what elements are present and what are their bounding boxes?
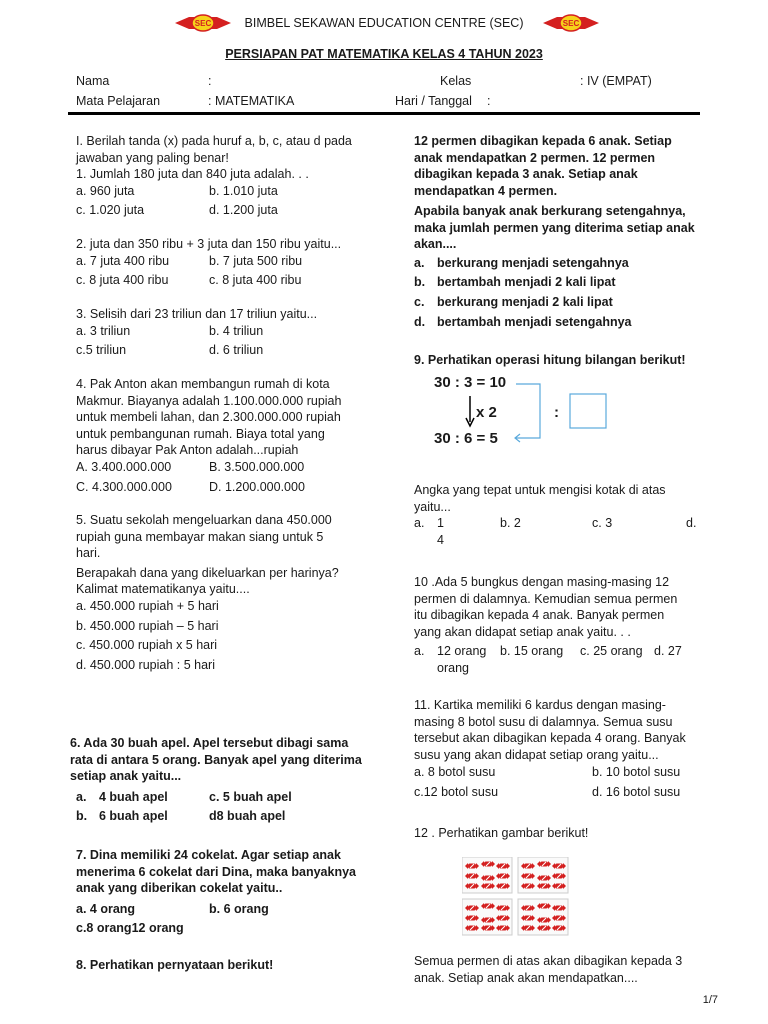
- q2-option-b[interactable]: b. 7 juta 500 ribu: [209, 253, 303, 268]
- question-11: [414, 697, 704, 804]
- q10-line: 10 .Ada 5 bungkus dengan masing-masing 12: [414, 575, 670, 589]
- answer-box: [570, 394, 606, 428]
- question-9-text: [414, 482, 704, 548]
- q8-option-letter: b.: [414, 275, 426, 290]
- question-4-line: untuk membeli lahan, dan 2.300.000.000 rupiah: [76, 410, 341, 425]
- instruction-line: jawaban yang paling benar!: [76, 150, 229, 165]
- q9-line: yaitu...: [414, 499, 451, 514]
- q8-line: 12 permen dibagikan kepada 6 anak. Setiap: [414, 134, 672, 148]
- question-7-block: [76, 847, 406, 940]
- q11-line: masing 8 botol susu di dalamnya. Semua susu: [414, 714, 673, 729]
- mapel-label: Mata Pelajaran: [76, 94, 161, 108]
- q6-option-d[interactable]: d8 buah apel: [209, 809, 286, 824]
- question-6-line: setiap anak yaitu...: [70, 769, 182, 783]
- question-1: 1. Jumlah 180 juta dan 840 juta adalah. . .: [76, 167, 309, 181]
- question-8-continued: [414, 133, 704, 334]
- hari-colon: :: [487, 94, 491, 108]
- equation-1: 30 : 3 = 10: [434, 374, 507, 391]
- q9-option-c[interactable]: c. 3: [592, 516, 613, 530]
- q11-option-a[interactable]: a. 8 botol susu: [414, 765, 496, 779]
- q5-option-a[interactable]: a. 450.000 rupiah + 5 hari: [76, 598, 219, 613]
- question-8: 8. Perhatikan pernyataan berikut!: [76, 958, 274, 972]
- colon-symbol: :: [554, 404, 559, 421]
- q8-line: anak mendapatkan 2 permen. 12 permen: [414, 150, 656, 165]
- q8-line: dibagikan kepada 3 anak. Setiap anak: [414, 167, 638, 181]
- q11-option-d[interactable]: d. 16 botol susu: [592, 784, 681, 799]
- q5-option-c[interactable]: c. 450.000 rupiah x 5 hari: [76, 638, 218, 653]
- multiplier: x 2: [476, 404, 497, 421]
- question-12: 12 . Perhatikan gambar berikut!: [414, 826, 589, 840]
- page-number: 1/7: [702, 994, 718, 1006]
- question-12-text: [414, 953, 704, 986]
- q6-option-b[interactable]: c. 5 buah apel: [209, 789, 292, 804]
- q8-line: akan....: [414, 237, 457, 251]
- question-3: 3. Selisih dari 23 triliun dan 17 triliun yaitu...: [76, 307, 318, 322]
- question-6: 6. Ada 30 buah apel. Apel tersebut dibagi sama: [70, 736, 349, 750]
- q10-option-d-unit: orang: [437, 660, 469, 675]
- question-2: 2. juta dan 350 ribu + 3 juta dan 150 ribu yaitu...: [76, 237, 342, 252]
- nama-colon: :: [208, 74, 212, 88]
- header-rule: [68, 112, 700, 115]
- kelas-value: : IV (EMPAT): [580, 74, 652, 88]
- q12-line: Semua permen di atas akan dibagikan kepada 3: [414, 954, 683, 968]
- equation-2: 30 : 6 = 5: [434, 430, 498, 447]
- q6-option-c[interactable]: 6 buah apel: [99, 809, 168, 824]
- nama-label: Nama: [76, 74, 110, 88]
- q11-option-c[interactable]: c.12 botol susu: [414, 784, 499, 799]
- q11-line: tersebut akan dibagikan kepada 4 orang. Banyak: [414, 731, 686, 745]
- q11-line: 11. Kartika memiliki 6 kardus dengan masing-: [414, 698, 666, 712]
- question-5-line: hari.: [76, 546, 101, 561]
- q11-option-b[interactable]: b. 10 botol susu: [592, 765, 681, 779]
- q8-line: maka jumlah permen yang diterima setiap anak: [414, 220, 695, 235]
- q6-option-a[interactable]: 4 buah apel: [99, 789, 168, 804]
- q8-option-a[interactable]: berkurang menjadi setengahnya: [437, 255, 629, 270]
- q9-option-a[interactable]: 1: [437, 516, 444, 530]
- q10-option-c[interactable]: c. 25 orang: [580, 644, 643, 658]
- question-5-line: Berapakah dana yang dikeluarkan per harinya?: [76, 565, 339, 580]
- q10-option-letter: a.: [414, 644, 425, 658]
- q8-option-d[interactable]: bertambah menjadi setengahnya: [437, 314, 632, 329]
- q9-option-d-value: 4: [437, 532, 444, 547]
- q6-option-letter: b.: [76, 809, 88, 824]
- exam-title: PERSIAPAN PAT MATEMATIKA KELAS 4 TAHUN 2023: [225, 47, 543, 61]
- question-7: 7. Dina memiliki 24 cokelat. Agar setiap anak: [76, 848, 341, 862]
- q1-option-a[interactable]: a. 960 juta: [76, 183, 135, 198]
- question-5-line: rupiah guna membayar makan siang untuk 5: [76, 529, 324, 544]
- question-4-line: harus dibayar Pak Anton adalah...rupiah: [76, 443, 299, 458]
- q4-option-d[interactable]: D. 1.200.000.000: [209, 479, 305, 494]
- q2-option-c[interactable]: c. 8 juta 400 ribu: [76, 273, 169, 288]
- q4-option-c[interactable]: C. 4.300.000.000: [76, 479, 172, 494]
- q8-option-letter: a.: [414, 255, 425, 270]
- q1-option-c[interactable]: c. 1.020 juta: [76, 203, 145, 218]
- q8-option-letter: c.: [414, 295, 425, 310]
- q5-option-b[interactable]: b. 450.000 rupiah – 5 hari: [76, 618, 219, 633]
- candy-image: [462, 857, 572, 939]
- left-column: [76, 133, 396, 677]
- question-4: 4. Pak Anton akan membangun rumah di kota: [76, 377, 330, 392]
- q9-option-b[interactable]: b. 2: [500, 516, 521, 530]
- q10-line: itu dibagikan kepada 4 anak. Banyak permen: [414, 608, 665, 622]
- question-6-line: rata di antara 5 orang. Banyak apel yang diterima: [70, 752, 362, 767]
- question-7-line: anak yang diberikan cokelat yaitu..: [76, 881, 283, 895]
- q4-option-a[interactable]: A. 3.400.000.000: [76, 459, 172, 474]
- question-10: [414, 574, 704, 676]
- q3-option-a[interactable]: a. 3 triliun: [76, 323, 131, 338]
- q2-option-a[interactable]: a. 7 juta 400 ribu: [76, 253, 170, 268]
- q11-line: susu yang akan didapat setiap orang yaitu...: [414, 747, 659, 762]
- q10-line: permen di dalamnya. Kemudian semua permen: [414, 591, 678, 606]
- q9-option-letter: a.: [414, 516, 425, 530]
- question-9: 9. Perhatikan operasi hitung bilangan berikut!: [414, 353, 686, 367]
- q8-line: mendapatkan 4 permen.: [414, 183, 558, 198]
- q10-option-b[interactable]: b. 15 orang: [500, 644, 564, 658]
- question-7-line: menerima 6 cokelat dari Dina, maka banyaknya: [76, 864, 356, 879]
- q9-line: Angka yang tepat untuk mengisi kotak di atas: [414, 483, 666, 497]
- q8-option-b[interactable]: bertambah menjadi 2 kali lipat: [437, 275, 616, 290]
- question-6-block: [70, 735, 400, 828]
- q10-option-d[interactable]: d. 27: [654, 644, 682, 658]
- institution-title: BIMBEL SEKAWAN EDUCATION CENTRE (SEC): [244, 16, 524, 30]
- q3-option-d[interactable]: d. 6 triliun: [209, 343, 264, 358]
- question-5: 5. Suatu sekolah mengeluarkan dana 450.000: [76, 513, 332, 528]
- q8-option-letter: d.: [414, 314, 426, 329]
- q6-option-letter: a.: [76, 789, 87, 804]
- question-4-line: Makmur. Biayanya adalah 1.100.000.000 rupiah: [76, 393, 342, 408]
- instruction-line: I. Berilah tanda (x) pada huruf a, b, c, atau d pada: [76, 134, 352, 148]
- q3-option-b[interactable]: b. 4 triliun: [209, 323, 264, 338]
- q9-option-d[interactable]: d.: [686, 516, 697, 530]
- q12-line: anak. Setiap anak akan mendapatkan....: [414, 970, 638, 985]
- q3-option-c[interactable]: c.5 triliun: [76, 343, 127, 358]
- q1-option-d[interactable]: d. 1.200 juta: [209, 203, 278, 218]
- q4-option-b[interactable]: B. 3.500.000.000: [209, 459, 305, 474]
- q2-option-d[interactable]: c. 8 juta 400 ribu: [209, 273, 302, 288]
- q8-option-c[interactable]: berkurang menjadi 2 kali lipat: [437, 295, 613, 310]
- q8-line: Apabila banyak anak berkurang setengahnya,: [414, 204, 686, 218]
- division-diagram: [434, 374, 614, 454]
- logo-text: SEC: [562, 19, 580, 28]
- q10-line: yang akan didapat setiap anak yaitu. . .: [414, 624, 631, 639]
- q7-option-a[interactable]: a. 4 orang: [76, 901, 136, 916]
- question-5-line: Kalimat matematikanya yaitu....: [76, 582, 250, 597]
- q1-option-b[interactable]: b. 1.010 juta: [209, 183, 278, 198]
- question-4-line: untuk pembangunan rumah. Biaya total yang: [76, 426, 325, 441]
- kelas-label: Kelas: [440, 74, 472, 88]
- mapel-value: : MATEMATIKA: [208, 94, 295, 108]
- q10-option-a[interactable]: 12 orang: [437, 644, 487, 658]
- hari-label: Hari / Tanggal: [395, 94, 472, 108]
- q7-option-b[interactable]: b. 6 orang: [209, 901, 269, 916]
- q7-option-cd[interactable]: c.8 orang12 orang: [76, 921, 184, 936]
- q5-option-d[interactable]: d. 450.000 rupiah : 5 hari: [76, 658, 215, 673]
- logo-text: SEC: [194, 19, 212, 28]
- sec-logo-right: [543, 14, 599, 32]
